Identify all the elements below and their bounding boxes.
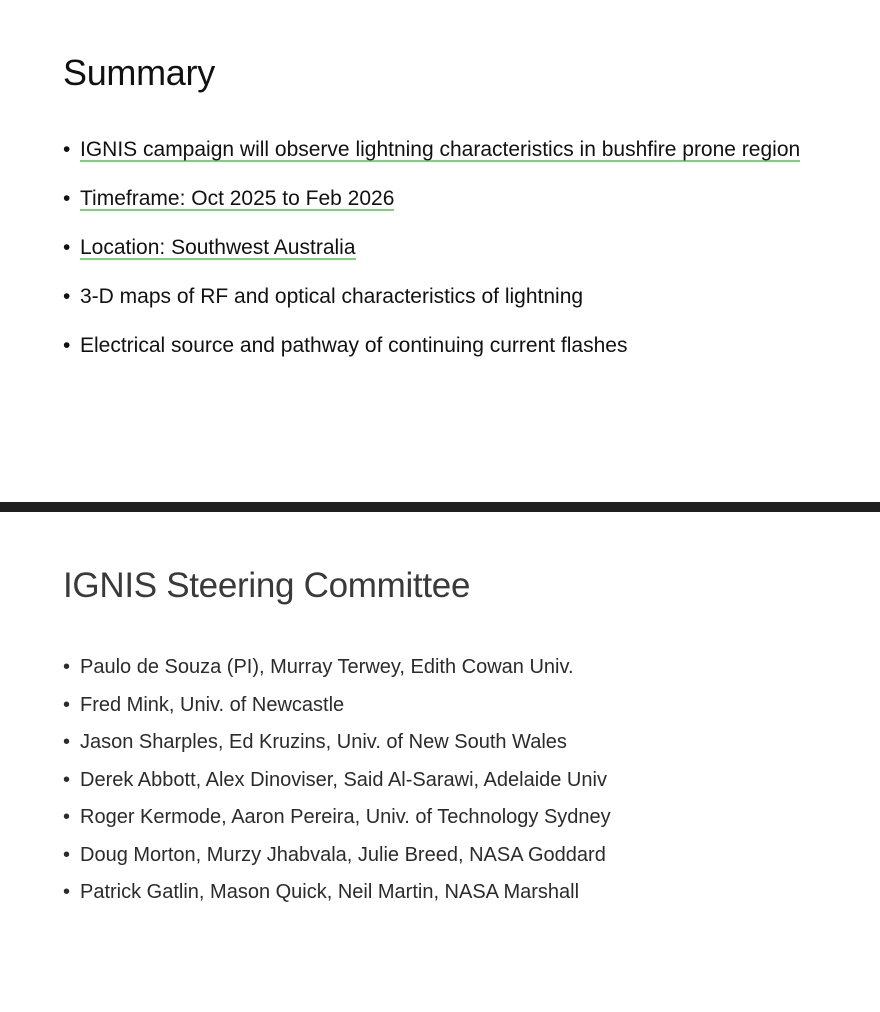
committee-member-item <box>63 874 823 912</box>
summary-bullet <box>63 185 823 213</box>
committee-title: IGNIS Steering Committee <box>63 566 471 605</box>
bullet-icon: • <box>63 806 71 828</box>
committee-member-item <box>63 724 823 762</box>
summary-bullet <box>63 136 823 164</box>
bullet-icon: • <box>63 138 71 161</box>
bullet-icon: • <box>63 187 71 210</box>
bullet-icon: • <box>63 656 71 678</box>
summary-bullet-text: Timeframe: Oct 2025 to Feb 2026 <box>80 187 395 210</box>
bullet-icon: • <box>63 768 71 791</box>
bullet-icon: • <box>63 236 71 259</box>
summary-title: Summary <box>63 52 215 93</box>
committee-member-list <box>63 649 823 912</box>
committee-member-text: Derek Abbott, Alex Dinoviser, Said Al-Sarawi, Adelaide Univ <box>80 768 607 791</box>
committee-member-text: Jason Sharples, Ed Kruzins, Univ. of New South Wales <box>80 731 567 753</box>
summary-bullet-text: IGNIS campaign will observe lightning characteristics in bushfire prone region <box>80 138 801 161</box>
committee-member-text: Paulo de Souza (PI), Murray Terwey, Edith Cowan Univ. <box>80 656 574 678</box>
committee-member-text: Doug Morton, Murzy Jhabvala, Julie Breed, NASA Goddard <box>80 843 606 866</box>
summary-bullet <box>63 332 823 360</box>
committee-member-text: Roger Kermode, Aaron Pereira, Univ. of Technology Sydney <box>80 806 611 828</box>
summary-bullet-text: 3-D maps of RF and optical characteristics of lightning <box>80 285 584 308</box>
bullet-icon: • <box>63 731 71 753</box>
committee-member-item <box>63 837 823 875</box>
bullet-icon: • <box>63 881 71 903</box>
committee-member-item <box>63 687 823 725</box>
committee-member-item <box>63 649 823 687</box>
summary-bullet-text: Electrical source and pathway of continuing current flashes <box>80 334 628 357</box>
summary-slide <box>0 0 880 502</box>
committee-member-text: Fred Mink, Univ. of Newcastle <box>80 693 345 716</box>
summary-bullet <box>63 283 823 311</box>
committee-member-item <box>63 799 823 837</box>
summary-bullet <box>63 234 823 262</box>
slide-divider <box>0 502 880 512</box>
bullet-icon: • <box>63 285 71 308</box>
committee-member-text: Patrick Gatlin, Mason Quick, Neil Martin, NASA Marshall <box>80 881 580 903</box>
summary-bullet-text: Location: Southwest Australia <box>80 236 356 259</box>
bullet-icon: • <box>63 693 71 716</box>
committee-member-item <box>63 762 823 800</box>
steering-committee-slide <box>0 512 880 1012</box>
bullet-icon: • <box>63 843 71 866</box>
summary-bullet-list <box>63 136 823 381</box>
bullet-icon: • <box>63 334 71 357</box>
